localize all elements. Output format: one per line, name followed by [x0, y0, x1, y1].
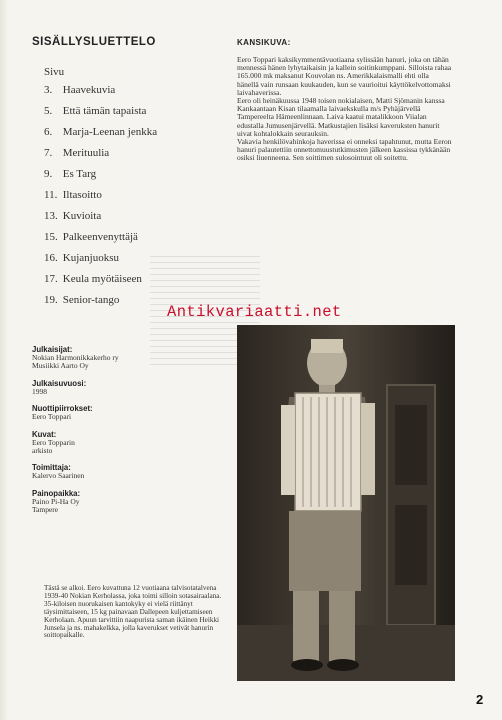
toc-item-title: Kujanjuoksu: [62, 252, 119, 264]
toc-item-page-number: 13.: [44, 210, 58, 222]
cover-paragraph: Eero Toppari kaksikymmentävuotiaana sylissään hanuri, joka on tähän mennessä hänen lyhytaikaisin ja kallein soitinkumppani. Silloista rahaa 165.000 mk maksanut Kouvolan ns. Amerikkalaismalli ehti olla hänellä vain runsaan kuukauden, kun se vaurioitui käyttökelvottomaksi laivahaverissa.: [237, 55, 452, 97]
toc-item-page-number: 11.: [44, 189, 58, 201]
toc-item-page-number: 15.: [44, 231, 58, 243]
credit-label: Kuvat:: [32, 429, 57, 439]
toc-item: [44, 105, 224, 126]
cover-paragraph: Vakavia henkilövahinkoja haverissa ei onneksi tapahtunut, mutta Eeron hanuri palautettiin onnettomuustutkimusten jälkeen kassissa tykkänään osiksi liuenneena. Sen soittimen sulosointuut oli soitettu.: [237, 137, 452, 163]
toc-item-page-number: 3.: [44, 84, 53, 96]
credit-value: Eero Toppari: [32, 412, 72, 422]
credit-label: Toimittaja:: [32, 463, 71, 473]
credit-value: Kalervo Saarinen: [32, 471, 85, 481]
toc-list: [44, 84, 224, 315]
toc-item-page-number: 19.: [44, 294, 58, 306]
toc-item-page-number: 16.: [44, 252, 58, 264]
toc-item: [44, 168, 224, 189]
toc-page-label: Sivu: [44, 66, 65, 78]
toc-item-title: Palkeenvenyttäjä: [62, 231, 138, 243]
toc-item: [44, 126, 224, 147]
credit-label: Nuottipiirrokset:: [32, 404, 93, 414]
credit-value: 1998: [32, 386, 47, 396]
boy-with-accordion-photo: [237, 325, 455, 681]
toc-item-title: Marja-Leenan jenkka: [62, 126, 158, 138]
cover-heading: KANSIKUVA:: [237, 38, 291, 47]
page-number: 2: [476, 692, 484, 707]
toc-item-title: Kuvioita: [62, 210, 102, 222]
credit-value: arkisto: [32, 446, 53, 456]
toc-item-title: Että tämän tapaista: [62, 105, 147, 117]
credit-value: Tampere: [32, 505, 59, 515]
cover-paragraph: Eero oli heinäkuussa 1948 toisen nokialaisen, Matti Sjömanin kanssa Kankaantaan Kisan tilaamalla laivaekskulla m/s Pyhäjärvellä Tampereelta Hämeenlinnaan. Laiva kaatui matalikkoon Viialan edustalla Jumusenjärvellä. Matkustajien lisäksi kaveruksten hanurit uivat kohtalokkain seurauksin.: [237, 96, 445, 138]
toc-item: [44, 273, 224, 294]
toc-item: [44, 231, 224, 252]
toc-heading: SISÄLLYSLUETTELO: [32, 36, 156, 48]
credit-value: Paino Pi-Ha Oy: [32, 496, 80, 506]
toc-item-title: Keula myötäiseen: [62, 273, 142, 285]
toc-item-page-number: 9.: [44, 168, 53, 180]
credit-value: Musiikki Aarto Oy: [32, 361, 89, 371]
toc-item: [44, 189, 224, 210]
photo-caption: Tästä se alkoi. Eero kuvattuna 12 vuotiaana talvisotatalvena 1939-40 Nokian Kerholassa, joka toimi silloin sotasairaalana. 35-kiloisen nuorukaisen kantokyky ei vielä riittänyt täysimittaiseen, 15 kg painavaan Dallepeen kuljettamiseen Kerholaan. Apuun tarvittiin naapurista saman ikäinen Heikki Junsela ja ns. mahakelkka, jolla kaverukset vetivät hanurin soittopaikalle.: [44, 584, 222, 640]
toc-item-title: Es Targ: [62, 168, 97, 180]
toc-item-title: Merituulia: [62, 147, 110, 159]
credit-block: [32, 345, 222, 371]
toc-item: [44, 210, 224, 231]
credit-label: Julkaisuvuosi:: [32, 378, 87, 388]
credit-label: Julkaisijat:: [32, 345, 73, 354]
credit-value: Eero Topparin: [32, 437, 75, 447]
publication-credits: [32, 345, 222, 523]
toc-item: [44, 147, 224, 168]
toc-item-title: Senior-tango: [62, 294, 120, 306]
toc-item-page-number: 5.: [44, 105, 53, 117]
credit-value: Nokian Harmonikkakerho ry: [32, 353, 119, 362]
toc-item-page-number: 17.: [44, 273, 58, 285]
credit-block: [32, 430, 222, 456]
toc-item-title: Haavekuvia: [62, 84, 116, 96]
toc-item-title: Iltasoitto: [62, 189, 102, 201]
credit-label: Painopaikka:: [32, 488, 81, 498]
toc-item-page-number: 7.: [44, 147, 53, 159]
credit-block: [32, 489, 222, 515]
toc-item-page-number: 6.: [44, 126, 53, 138]
cover-description: [237, 56, 452, 163]
credit-block: [32, 379, 222, 396]
credit-block: [32, 463, 222, 480]
toc-item: [44, 252, 224, 273]
toc-item: [44, 84, 224, 105]
credit-block: [32, 404, 222, 421]
watermark-text: Antikvariaatti.net: [167, 303, 342, 321]
